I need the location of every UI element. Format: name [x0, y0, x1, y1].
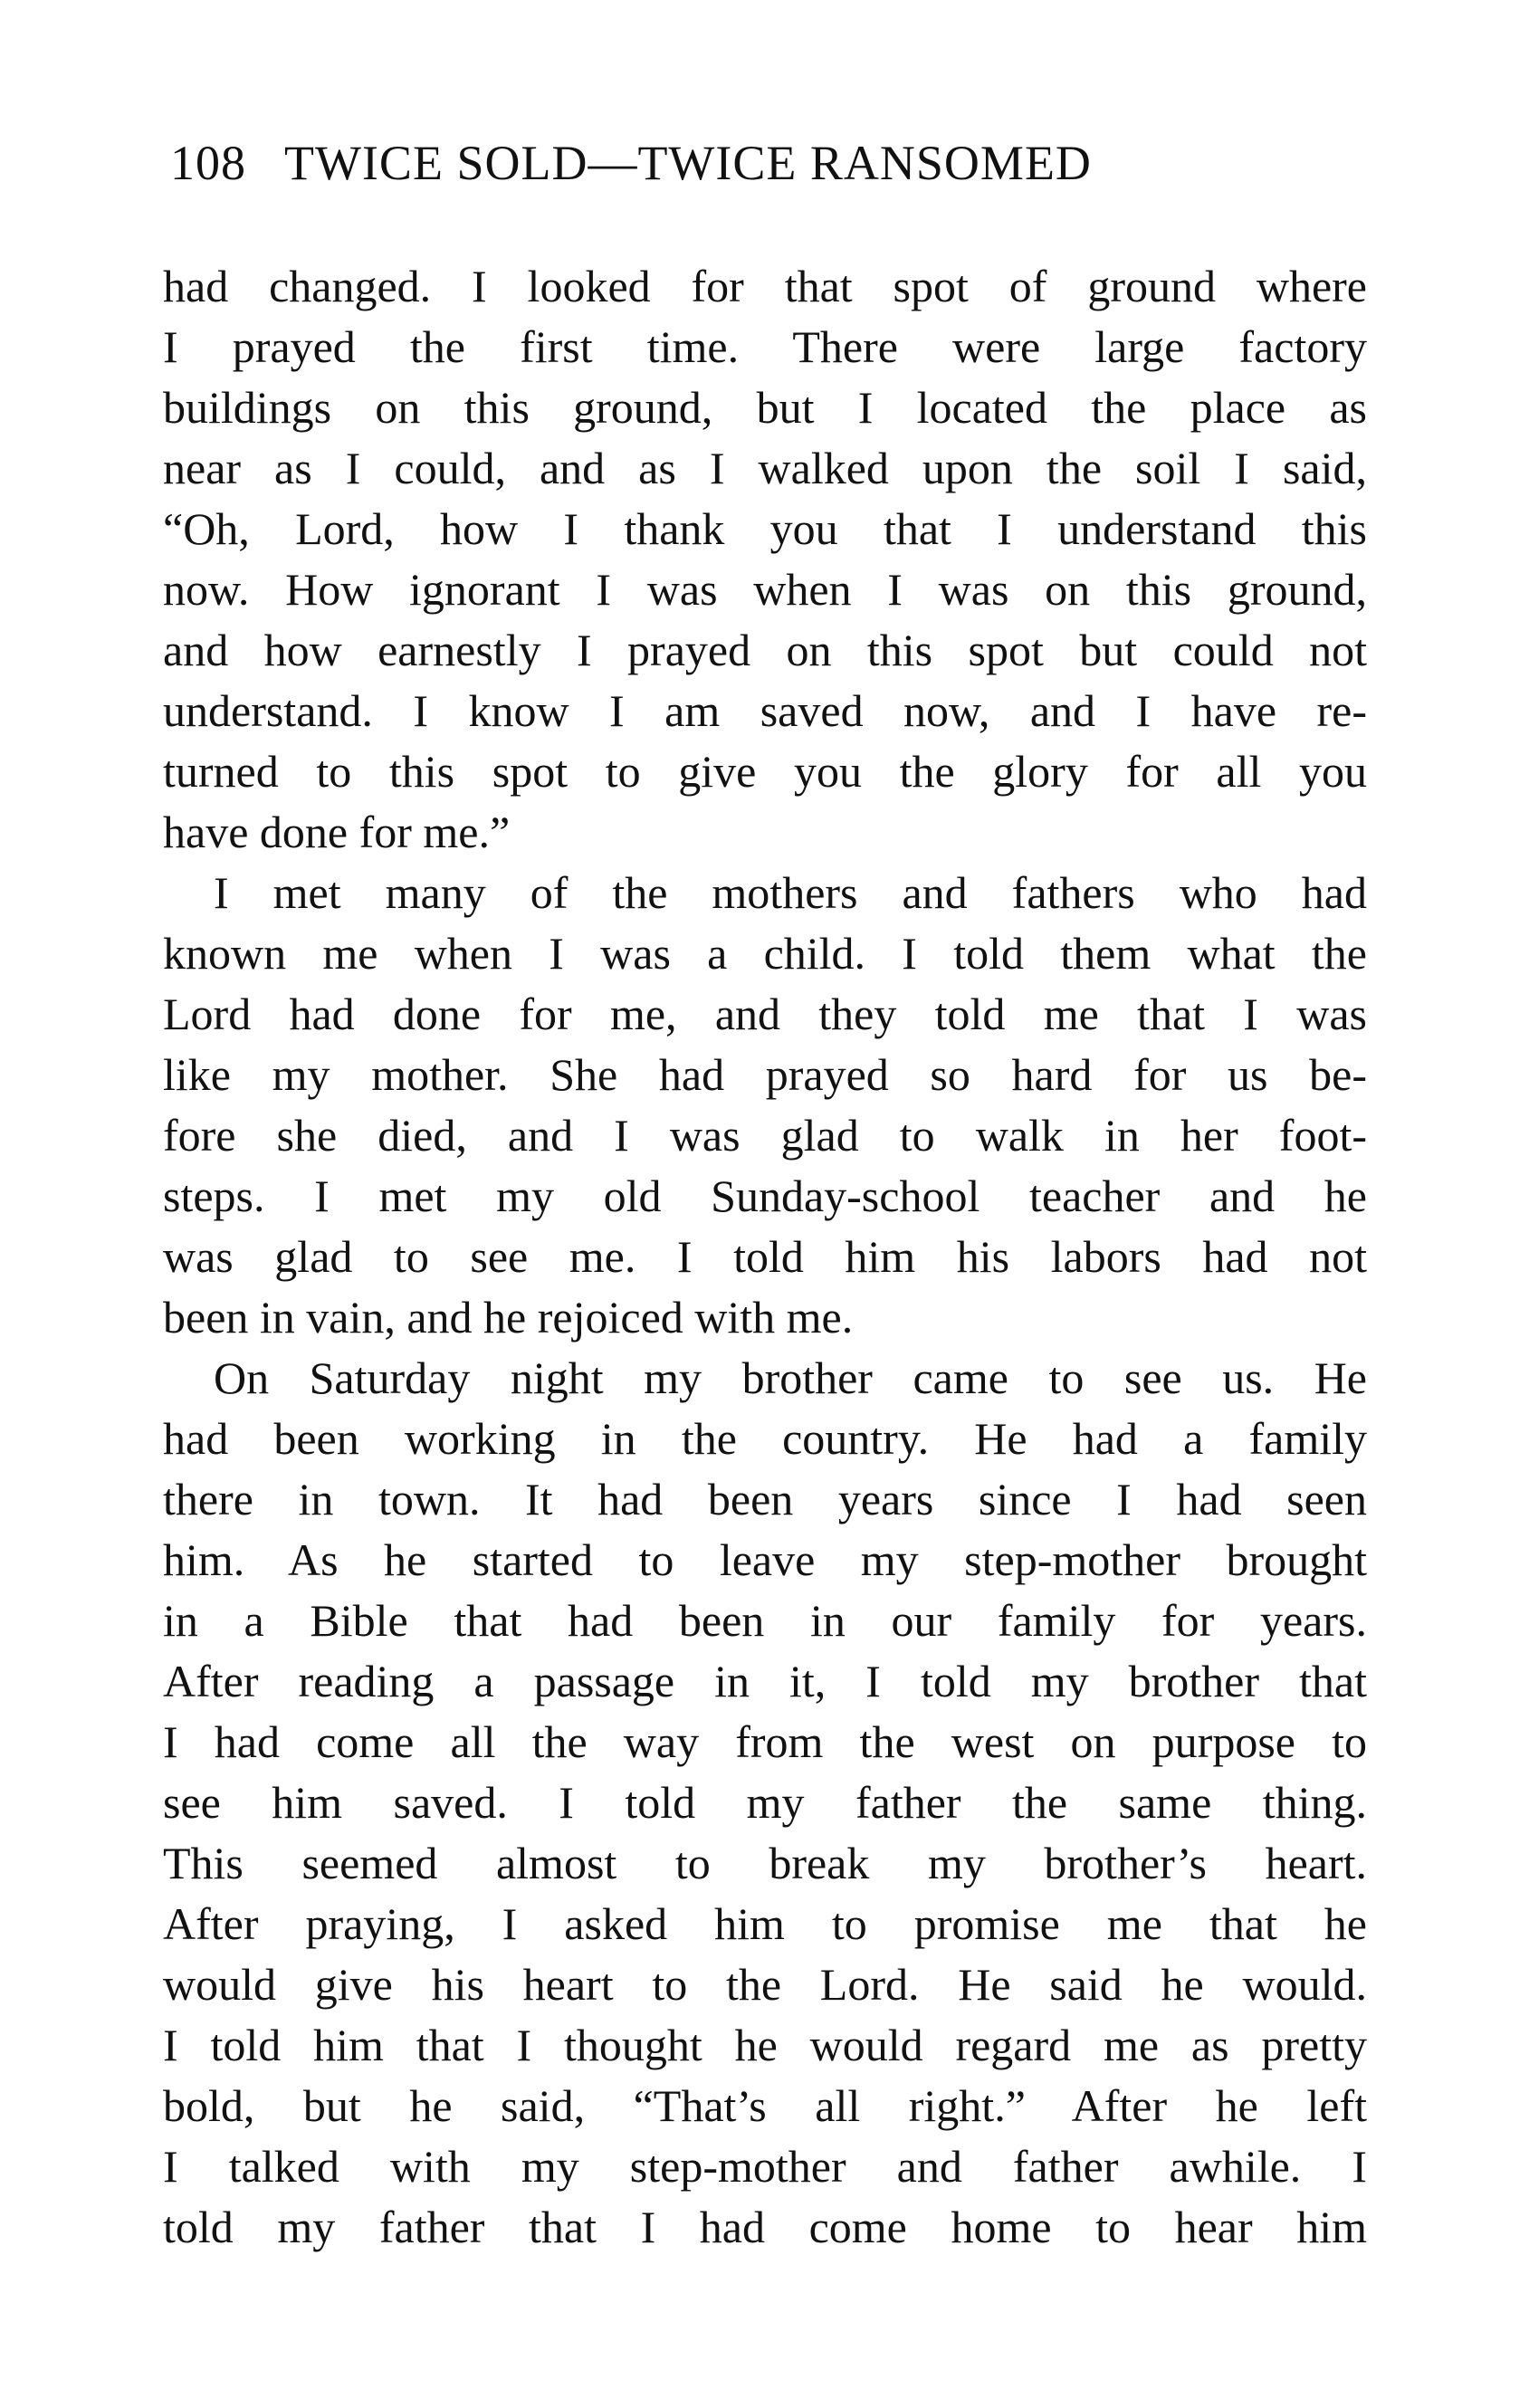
- text-line: bold, but he said, “That’s all right.” After he left: [163, 2080, 1367, 2131]
- page-number: 108: [170, 136, 246, 190]
- text-line: On Saturday night my brother came to see us. He: [214, 1352, 1367, 1403]
- text-line: This seemed almost to break my brother’s heart.: [163, 1838, 1367, 1888]
- text-line: known me when I was a child. I told them what the: [163, 928, 1367, 979]
- text-line: him. As he started to leave my step-mother brought: [163, 1534, 1367, 1585]
- text-line: near as I could, and as I walked upon the soil I said,: [163, 443, 1367, 493]
- text-line: had been working in the country. He had a family: [163, 1413, 1367, 1464]
- text-line: been in vain, and he rejoiced with me.: [163, 1292, 854, 1343]
- text-line: would give his heart to the Lord. He said he would.: [163, 1959, 1367, 2010]
- text-line: I talked with my step-mother and father awhile. I: [163, 2141, 1367, 2192]
- text-line: turned to this spot to give you the glory for all you: [163, 746, 1367, 797]
- text-line: After praying, I asked him to promise me that he: [163, 1898, 1367, 1949]
- text-line: I met many of the mothers and fathers who had: [214, 867, 1367, 918]
- text-line: After reading a passage in it, I told my brother that: [163, 1656, 1367, 1706]
- text-line: in a Bible that had been in our family for years.: [163, 1595, 1367, 1646]
- text-line: fore she died, and I was glad to walk in her foot-: [163, 1110, 1367, 1161]
- text-line: see him saved. I told my father the same thing.: [163, 1777, 1367, 1828]
- text-line: “Oh, Lord, how I thank you that I understand this: [163, 503, 1367, 554]
- text-line: told my father that I had come home to hear him: [163, 2202, 1367, 2252]
- text-line: understand. I know I am saved now, and I have re-: [163, 685, 1367, 736]
- text-line: have done for me.”: [163, 807, 511, 857]
- text-line: and how earnestly I prayed on this spot but could not: [163, 625, 1367, 675]
- text-line: now. How ignorant I was when I was on this ground,: [163, 564, 1367, 615]
- book-title: TWICE SOLD—TWICE RANSOMED: [284, 136, 1092, 190]
- text-line: had changed. I looked for that spot of ground where: [163, 261, 1367, 311]
- text-line: I had come all the way from the west on purpose to: [163, 1716, 1367, 1767]
- text-line: steps. I met my old Sunday-school teacher and he: [163, 1171, 1367, 1221]
- running-head: [170, 131, 1356, 195]
- text-line: I prayed the first time. There were large factory: [163, 321, 1367, 372]
- body-text: [163, 256, 1367, 2258]
- text-line: Lord had done for me, and they told me that I was: [163, 989, 1367, 1039]
- text-line: like my mother. She had prayed so hard for us be-: [163, 1049, 1367, 1100]
- text-line: buildings on this ground, but I located the place as: [163, 382, 1367, 433]
- text-line: was glad to see me. I told him his labors had not: [163, 1231, 1367, 1282]
- text-line: I told him that I thought he would regard me as pretty: [163, 2020, 1367, 2070]
- text-line: there in town. It had been years since I had seen: [163, 1474, 1367, 1524]
